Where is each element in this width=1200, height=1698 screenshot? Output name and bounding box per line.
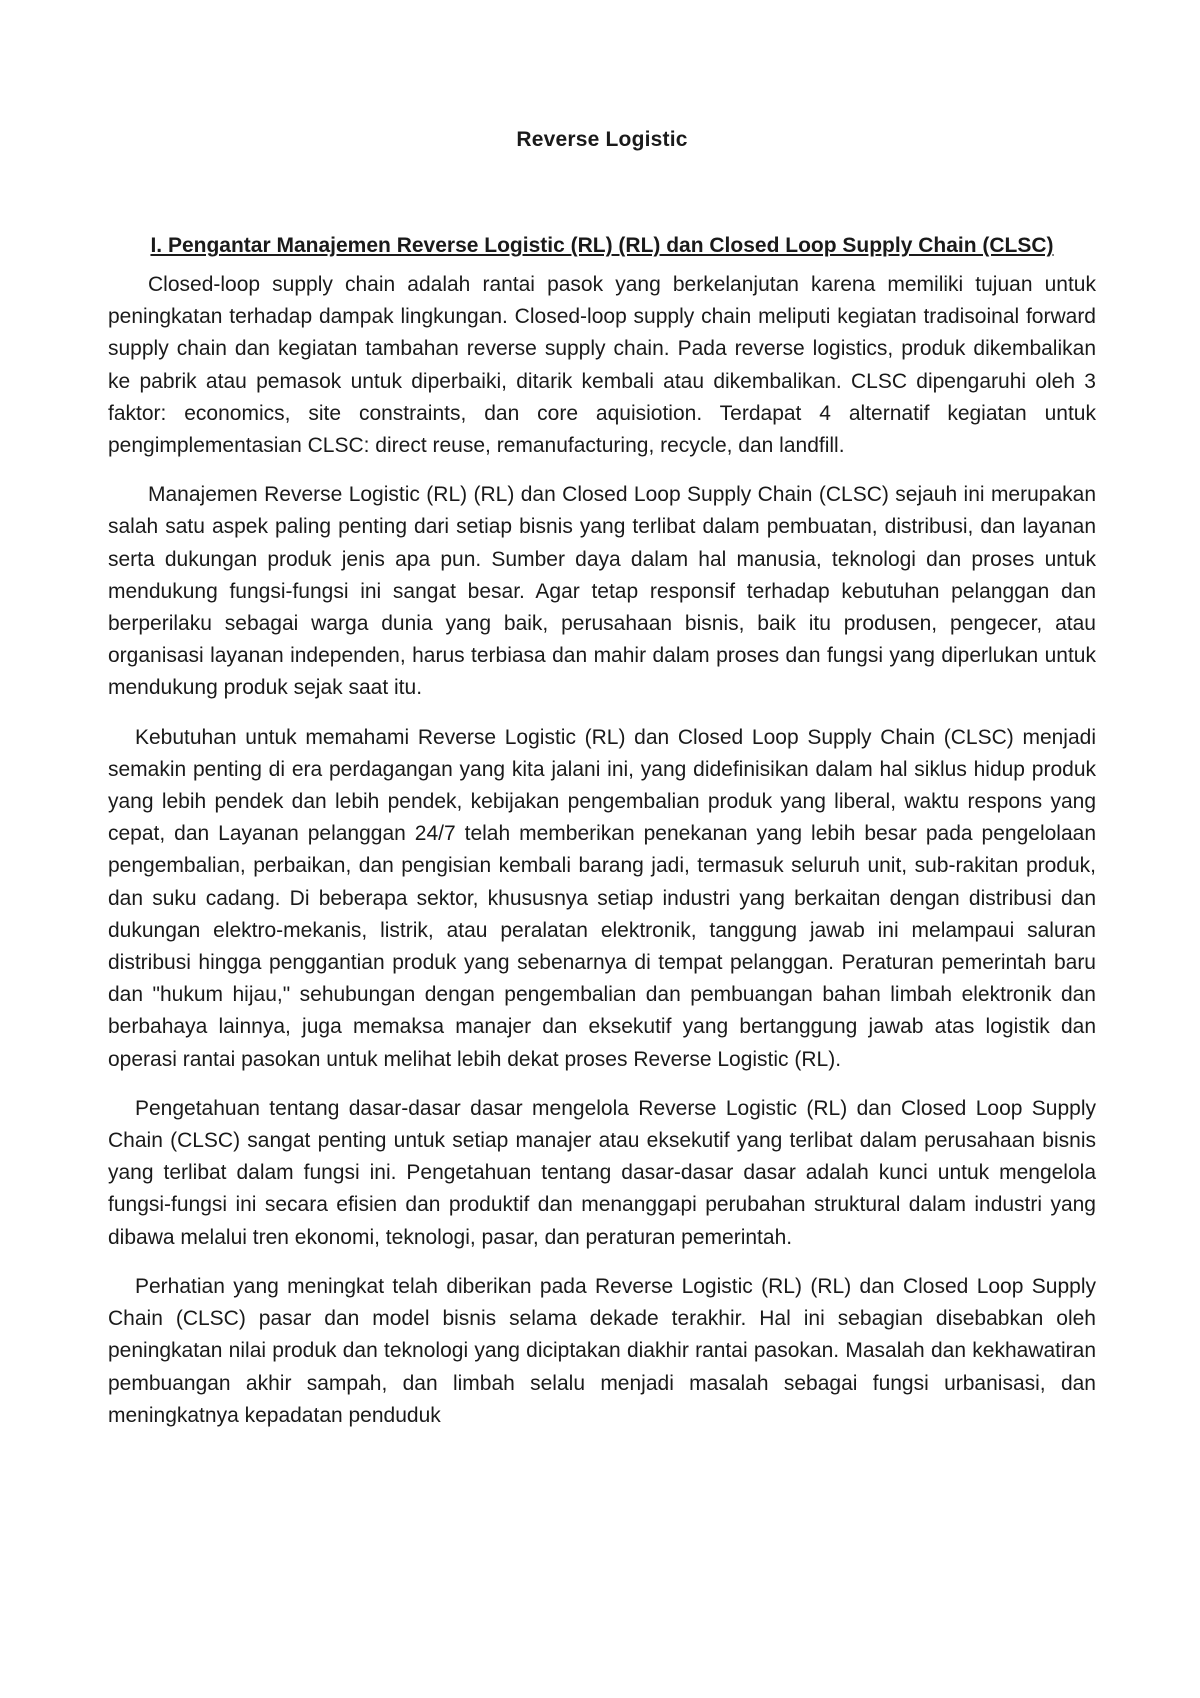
paragraph-rl-attention: Perhatian yang meningkat telah diberikan pada Reverse Logistic (RL) (RL) dan Closed Loop Supply Chain (CLSC) pasar dan model bisnis selama dekade terakhir. Hal ini sebagian disebabkan oleh peningkatan nilai produk dan teknologi yang diciptakan diakhir rantai pasokan. Masalah dan kekhawatiran pembuangan akhir sampah, dan limbah selalu menjadi masalah sebagai fungsi urbanisasi, dan meningkatnya kepadatan penduduk [108, 1274, 1096, 1427]
section-heading: I. Pengantar Manajemen Reverse Logistic (RL) (RL) dan Closed Loop Supply Chain (CLSC) [150, 234, 1054, 257]
paragraph-rl-knowledge: Pengetahuan tentang dasar-dasar dasar mengelola Reverse Logistic (RL) dan Closed Loop Supply Chain (CLSC) sangat penting untuk setiap manajer atau eksekutif yang terlibat dalam perusahaan bisnis yang terlibat dalam fungsi ini. Pengetahuan tentang dasar-dasar dasar adalah kunci untuk mengelola fungsi-fungsi ini secara efisien dan produktif dan menanggapi perubahan struktural dalam industri yang dibawa melalui tren ekonomi, teknologi, pasar, dan peraturan pemerintah. [108, 1096, 1096, 1249]
paragraph-clsc-definition: Closed-loop supply chain adalah rantai pasok yang berkelanjutan karena memiliki tujuan untuk peningkatan terhadap dampak lingkungan. Closed-loop supply chain meliputi kegiatan tradisoinal forward supply chain dan kegiatan tambahan reverse supply chain. Pada reverse logistics, produk dikembalikan ke pabrik atau pemasok untuk diperbaiki, ditarik kembali atau dikembalikan. CLSC dipengaruhi oleh 3 faktor: economics, site constraints, dan core aquisiotion. Terdapat 4 alternatif kegiatan untuk pengimplementasian CLSC: direct reuse, remanufacturing, recycle, dan landfill. [108, 273, 1096, 458]
document-title: Reverse Logistic [516, 128, 688, 151]
paragraph-rl-needs: Kebutuhan untuk memahami Reverse Logistic (RL) dan Closed Loop Supply Chain (CLSC) menjadi semakin penting di era perdagangan yang kita jalani ini, yang didefinisikan dalam hal siklus hidup produk yang lebih pendek dan lebih pendek, kebijakan pengembalian produk yang liberal, waktu respons yang cepat, dan Layanan pelanggan 24/7 telah memberikan penekanan yang lebih besar pada pengelolaan pengembalian, perbaikan, dan pengisian kembali barang jadi, termasuk seluruh unit, sub-rakitan produk, dan suku cadang. Di beberapa sektor, khususnya setiap industri yang berkaitan dengan distribusi dan dukungan elektro-mekanis, listrik, atau peralatan elektronik, tanggung jawab ini melampaui saluran distribusi hingga penggantian produk yang sebenarnya di tempat pelanggan. Peraturan pemerintah baru dan "hukum hijau," sehubungan dengan pengembalian dan pembuangan bahan limbah elektronik dan berbahaya lainnya, juga memaksa manajer dan eksekutif yang bertanggung jawab atas logistik dan operasi rantai pasokan untuk melihat lebih dekat proses Reverse Logistic (RL). [108, 725, 1096, 1071]
paragraph-rl-management: Manajemen Reverse Logistic (RL) (RL) dan Closed Loop Supply Chain (CLSC) sejauh ini merupakan salah satu aspek paling penting dari setiap bisnis yang terlibat dalam pembuatan, distribusi, dan layanan serta dukungan produk jenis apa pun. Sumber daya dalam hal manusia, teknologi dan proses untuk mendukung fungsi-fungsi ini sangat besar. Agar tetap responsif terhadap kebutuhan pelanggan dan berperilaku sebagai warga dunia yang baik, perusahaan bisnis, baik itu produsen, pengecer, atau organisasi layanan independen, harus terbiasa dan mahir dalam proses dan fungsi yang diperlukan untuk mendukung produk sejak saat itu. [108, 483, 1096, 700]
